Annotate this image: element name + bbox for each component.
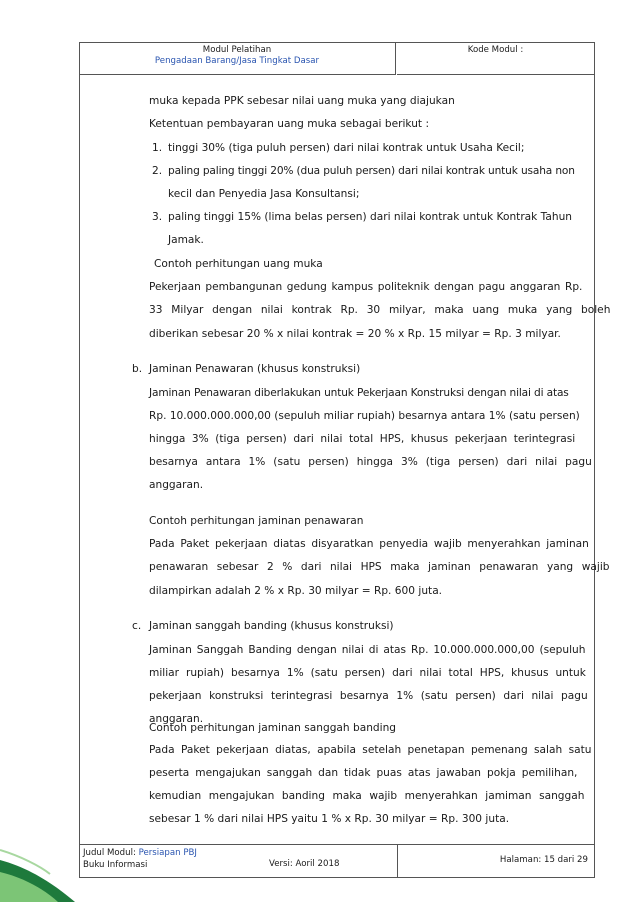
list-item-1: tinggi 30% (tiga puluh persen) dari nilai kontrak untuk Usaha Kecil; bbox=[168, 142, 525, 154]
section-b-title: Jaminan Penawaran (khusus konstruksi) bbox=[149, 363, 361, 375]
list-number-2: 2. bbox=[152, 165, 163, 177]
section-c-line-4: anggaran. bbox=[149, 713, 204, 725]
intro-text-1: muka kepada PPK sebesar nilai uang muka yang diajukan bbox=[149, 95, 455, 107]
example-1-line-1: Pekerjaan pembangunan gedung kampus politeknik dengan pagu anggaran Rp. bbox=[149, 281, 583, 293]
page-footer bbox=[79, 844, 595, 878]
section-c-marker: c. bbox=[132, 620, 142, 632]
example-1-line-3: diberikan sebesar 20 % x nilai kontrak = 20 % x Rp. 15 milyar = Rp. 3 milyar. bbox=[149, 328, 561, 340]
section-c-line-3: pekerjaan konstruksi terintegrasi besarnya 1% (satu persen) dari nilai pagu bbox=[149, 690, 588, 702]
section-c-line-2: miliar rupiah) besarnya 1% (satu persen) dari nilai total HPS, khusus untuk bbox=[149, 667, 586, 679]
section-b-line-3: hingga 3% (tiga persen) dari nilai total HPS, khusus pekerjaan terintegrasi bbox=[149, 433, 576, 445]
footer-info bbox=[83, 847, 393, 871]
section-b-line-4: besarnya antara 1% (satu persen) hingga 3% (tiga persen) dari nilai pagu bbox=[149, 456, 592, 468]
list-item-3-line-2: Jamak. bbox=[168, 234, 204, 246]
section-b-marker: b. bbox=[132, 363, 143, 375]
code-label: Kode Modul : bbox=[467, 45, 524, 55]
section-c-example-title: Contoh perhitungan jaminan sanggah banding bbox=[149, 722, 397, 734]
footer-version: Versi: Aoril 2018 bbox=[269, 859, 340, 869]
section-b-example-line-3: dilampirkan adalah 2 % x Rp. 30 milyar = Rp. 600 juta. bbox=[149, 585, 443, 597]
section-b-example-title: Contoh perhitungan jaminan penawaran bbox=[149, 515, 364, 527]
footer-page-number: Halaman: 15 dari 29 bbox=[499, 855, 588, 865]
list-item-2-line-1: paling paling tinggi 20% (dua puluh persen) dari nilai kontrak untuk usaha non bbox=[168, 165, 575, 177]
section-b-line-2: Rp. 10.000.000.000,00 (sepuluh miliar rupiah) besarnya antara 1% (satu persen) bbox=[149, 410, 580, 422]
page-header bbox=[79, 42, 595, 76]
example-1-title: Contoh perhitungan uang muka bbox=[154, 258, 323, 270]
section-c-line-1: Jaminan Sanggah Banding dengan nilai di atas Rp. 10.000.000.000,00 (sepuluh bbox=[149, 644, 586, 656]
section-c-example-line-2: peserta mengajukan sanggah dan tidak puas atas jawaban pokja pemilihan, bbox=[149, 767, 578, 779]
footer-title-value: Persiapan PBJ bbox=[138, 848, 197, 858]
list-item-2-line-2: kecil dan Penyedia Jasa Konsultansi; bbox=[168, 188, 360, 200]
decorative-wave-graphic bbox=[0, 830, 120, 902]
section-b-line-1: Jaminan Penawaran diberlakukan untuk Pekerjaan Konstruksi dengan nilai di atas bbox=[149, 387, 569, 399]
section-c-example-line-4: sebesar 1 % dari nilai HPS yaitu 1 % x Rp. 30 milyar = Rp. 300 juta. bbox=[149, 813, 510, 825]
list-number-3: 3. bbox=[152, 211, 163, 223]
section-b-example-line-2: penawaran sebesar 2 % dari nilai HPS maka jaminan penawaran yang wajib bbox=[149, 561, 610, 573]
section-c-example-line-1: Pada Paket pekerjaan diatas, apabila setelah penetapan pemenang salah satu bbox=[149, 744, 592, 756]
section-b-line-5: anggaran. bbox=[149, 479, 204, 491]
list-item-3-line-1: paling tinggi 15% (lima belas persen) dari nilai kontrak untuk Kontrak Tahun bbox=[168, 211, 573, 223]
intro-text-2: Ketentuan pembayaran uang muka sebagai berikut : bbox=[149, 118, 430, 130]
footer-title-label: Judul Modul: bbox=[83, 848, 136, 858]
header-code bbox=[397, 42, 594, 75]
example-1-line-2: 33 Milyar dengan nilai kontrak Rp. 30 milyar, maka uang muka yang boleh bbox=[149, 304, 611, 316]
module-label: Modul Pelatihan bbox=[202, 45, 272, 55]
list-number-1: 1. bbox=[152, 142, 163, 154]
module-title: Pengadaan Barang/Jasa Tingkat Dasar bbox=[154, 56, 320, 66]
section-c-title: Jaminan sanggah banding (khusus konstruksi) bbox=[149, 620, 394, 632]
section-b-example-line-1: Pada Paket pekerjaan diatas disyaratkan penyedia wajib menyerahkan jaminan bbox=[149, 538, 589, 550]
footer-book: Buku Informasi bbox=[83, 860, 148, 870]
header-module bbox=[79, 42, 396, 75]
section-c-example-line-3: kemudian mengajukan banding maka wajib menyerahkan jamiman sanggah bbox=[149, 790, 585, 802]
